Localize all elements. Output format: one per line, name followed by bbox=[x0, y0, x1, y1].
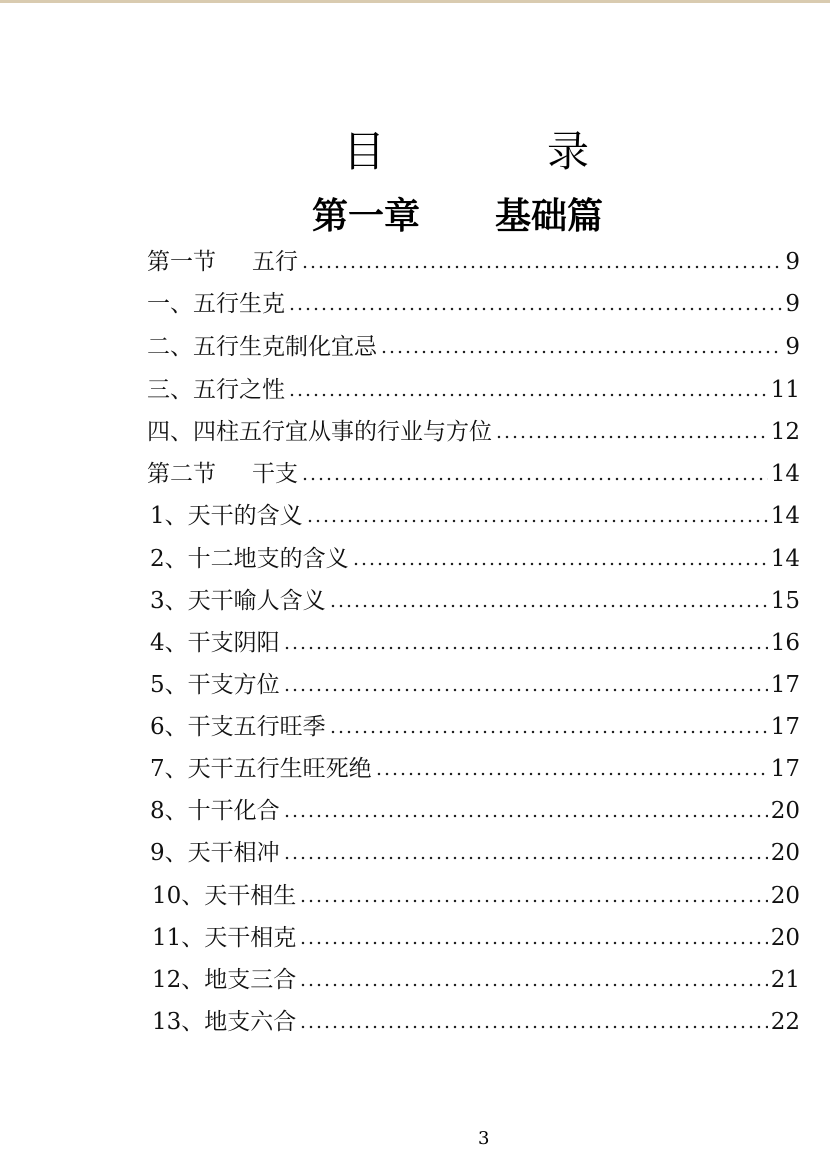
toc-entry-page: 9 bbox=[785, 249, 800, 275]
toc-entry-label bbox=[147, 413, 492, 451]
toc-entry-page: 20 bbox=[770, 925, 800, 951]
toc-entry-label bbox=[150, 582, 326, 620]
toc-entry-page: 21 bbox=[770, 967, 800, 993]
toc-entry-page: 17 bbox=[770, 672, 800, 698]
toc-dot-leader bbox=[299, 1025, 767, 1029]
toc-entry bbox=[152, 877, 800, 915]
toc-entry-label bbox=[150, 540, 349, 578]
toc-entry-label bbox=[152, 877, 296, 915]
toc-entry-label bbox=[147, 328, 377, 366]
toc-entry bbox=[147, 328, 800, 366]
toc-dot-leader bbox=[283, 646, 768, 650]
toc-dot-leader bbox=[352, 562, 768, 566]
toc-dot-leader bbox=[301, 477, 768, 481]
toc-entry bbox=[147, 413, 800, 451]
toc-dot-leader bbox=[299, 983, 767, 987]
toc-entry-label-text: 11、天干相克 bbox=[152, 925, 297, 951]
toc-entry-label-subtitle: 干支 bbox=[252, 461, 298, 487]
toc-entry-label bbox=[152, 961, 296, 999]
toc-dot-leader bbox=[375, 772, 768, 776]
toc-entry-page: 15 bbox=[770, 588, 800, 614]
toc-entry-label-text: 三、五行之性 bbox=[147, 377, 285, 403]
toc-entry-page: 9 bbox=[785, 291, 800, 317]
toc-entry bbox=[147, 285, 800, 323]
toc-entry bbox=[150, 834, 800, 872]
toc-entry-page: 14 bbox=[770, 461, 800, 487]
toc-entry-label bbox=[150, 834, 280, 872]
toc-entry-label-text: 第一节 bbox=[147, 249, 216, 275]
toc-dot-leader bbox=[299, 899, 767, 903]
toc-dot-leader bbox=[306, 519, 768, 523]
toc-dot-leader bbox=[301, 265, 782, 269]
toc-dot-leader bbox=[299, 941, 767, 945]
toc-entry-label-text: 4、干支阴阳 bbox=[150, 630, 280, 656]
page-title-char-1: 目 bbox=[343, 127, 386, 176]
toc-entry-label bbox=[150, 666, 280, 704]
chapter-number: 第一章 bbox=[312, 195, 421, 237]
toc-entry-label-text: 13、地支六合 bbox=[152, 1009, 297, 1035]
toc-entry-label-text: 四、四柱五行宜从事的行业与方位 bbox=[147, 419, 492, 445]
toc-dot-leader bbox=[329, 730, 768, 734]
toc-entry-label bbox=[147, 371, 285, 409]
toc-entry-page: 20 bbox=[770, 840, 800, 866]
toc-dot-leader bbox=[329, 604, 768, 608]
toc-entry-page: 9 bbox=[785, 334, 800, 360]
toc-entry-label bbox=[147, 455, 298, 493]
toc-entry-label bbox=[150, 750, 372, 788]
toc-entry-label-text: 10、天干相生 bbox=[152, 883, 297, 909]
toc-entry bbox=[150, 540, 800, 578]
toc-entry bbox=[150, 582, 800, 620]
page-title bbox=[0, 124, 830, 180]
toc-dot-leader bbox=[283, 814, 768, 818]
toc-entry-page: 17 bbox=[770, 714, 800, 740]
toc-entry-label-subtitle: 五行 bbox=[252, 249, 298, 275]
toc-entry-page: 20 bbox=[770, 798, 800, 824]
toc-entry bbox=[152, 919, 800, 957]
toc-entry-label-text: 3、天干喻人含义 bbox=[150, 588, 326, 614]
page-number: 3 bbox=[478, 1128, 490, 1149]
toc-entry-label bbox=[150, 792, 280, 830]
toc-entry bbox=[150, 792, 800, 830]
top-edge-rule bbox=[0, 0, 830, 3]
toc-entry-page: 11 bbox=[770, 377, 800, 403]
toc-entry-label-text: 二、五行生克制化宜忌 bbox=[147, 334, 377, 360]
toc-entry bbox=[150, 624, 800, 662]
toc-entry-label-text: 1、天干的含义 bbox=[150, 503, 303, 529]
toc-entry-label bbox=[152, 1003, 296, 1041]
toc-entry bbox=[152, 961, 800, 999]
toc-dot-leader bbox=[283, 688, 768, 692]
toc-entry-page: 22 bbox=[770, 1009, 800, 1035]
toc-entry-label-text: 一、五行生克 bbox=[147, 291, 285, 317]
toc-entry bbox=[147, 371, 800, 409]
toc-dot-leader bbox=[288, 307, 782, 311]
toc-entry-label bbox=[147, 243, 298, 281]
chapter-name: 基础篇 bbox=[495, 195, 604, 237]
toc-entry bbox=[150, 497, 800, 535]
toc-entry bbox=[152, 1003, 800, 1041]
toc-dot-leader bbox=[288, 393, 768, 397]
page-title-char-2: 录 bbox=[547, 127, 590, 176]
toc-entry-page: 16 bbox=[770, 630, 800, 656]
toc-entry-label-text: 8、十干化合 bbox=[150, 798, 280, 824]
toc-entry-label-text: 5、干支方位 bbox=[150, 672, 280, 698]
toc-entry-page: 12 bbox=[770, 419, 800, 445]
toc-entry bbox=[147, 243, 800, 281]
toc-entry-page: 20 bbox=[770, 883, 800, 909]
toc-dot-leader bbox=[380, 350, 782, 354]
toc-entry bbox=[147, 455, 800, 493]
toc-entry-label-text: 7、天干五行生旺死绝 bbox=[150, 756, 372, 782]
toc-entry bbox=[150, 708, 800, 746]
toc-entry bbox=[150, 666, 800, 704]
toc-entry-label bbox=[150, 708, 326, 746]
toc-entry-label bbox=[150, 497, 303, 535]
toc-entry-page: 14 bbox=[770, 503, 800, 529]
toc-entry-page: 17 bbox=[770, 756, 800, 782]
toc-entry-label-text: 第二节 bbox=[147, 461, 216, 487]
toc-entry-label-text: 9、天干相冲 bbox=[150, 840, 280, 866]
toc-entry-label bbox=[152, 919, 296, 957]
toc-entry bbox=[150, 750, 800, 788]
toc-entry-label-text: 2、十二地支的含义 bbox=[150, 546, 349, 572]
toc-entry-label bbox=[147, 285, 285, 323]
toc-entry-page: 14 bbox=[770, 546, 800, 572]
toc-dot-leader bbox=[283, 856, 768, 860]
toc-dot-leader bbox=[495, 435, 768, 439]
toc-entry-label bbox=[150, 624, 280, 662]
toc-entry-label-text: 12、地支三合 bbox=[152, 967, 297, 993]
chapter-heading bbox=[0, 192, 830, 240]
toc-entry-label-text: 6、干支五行旺季 bbox=[150, 714, 326, 740]
